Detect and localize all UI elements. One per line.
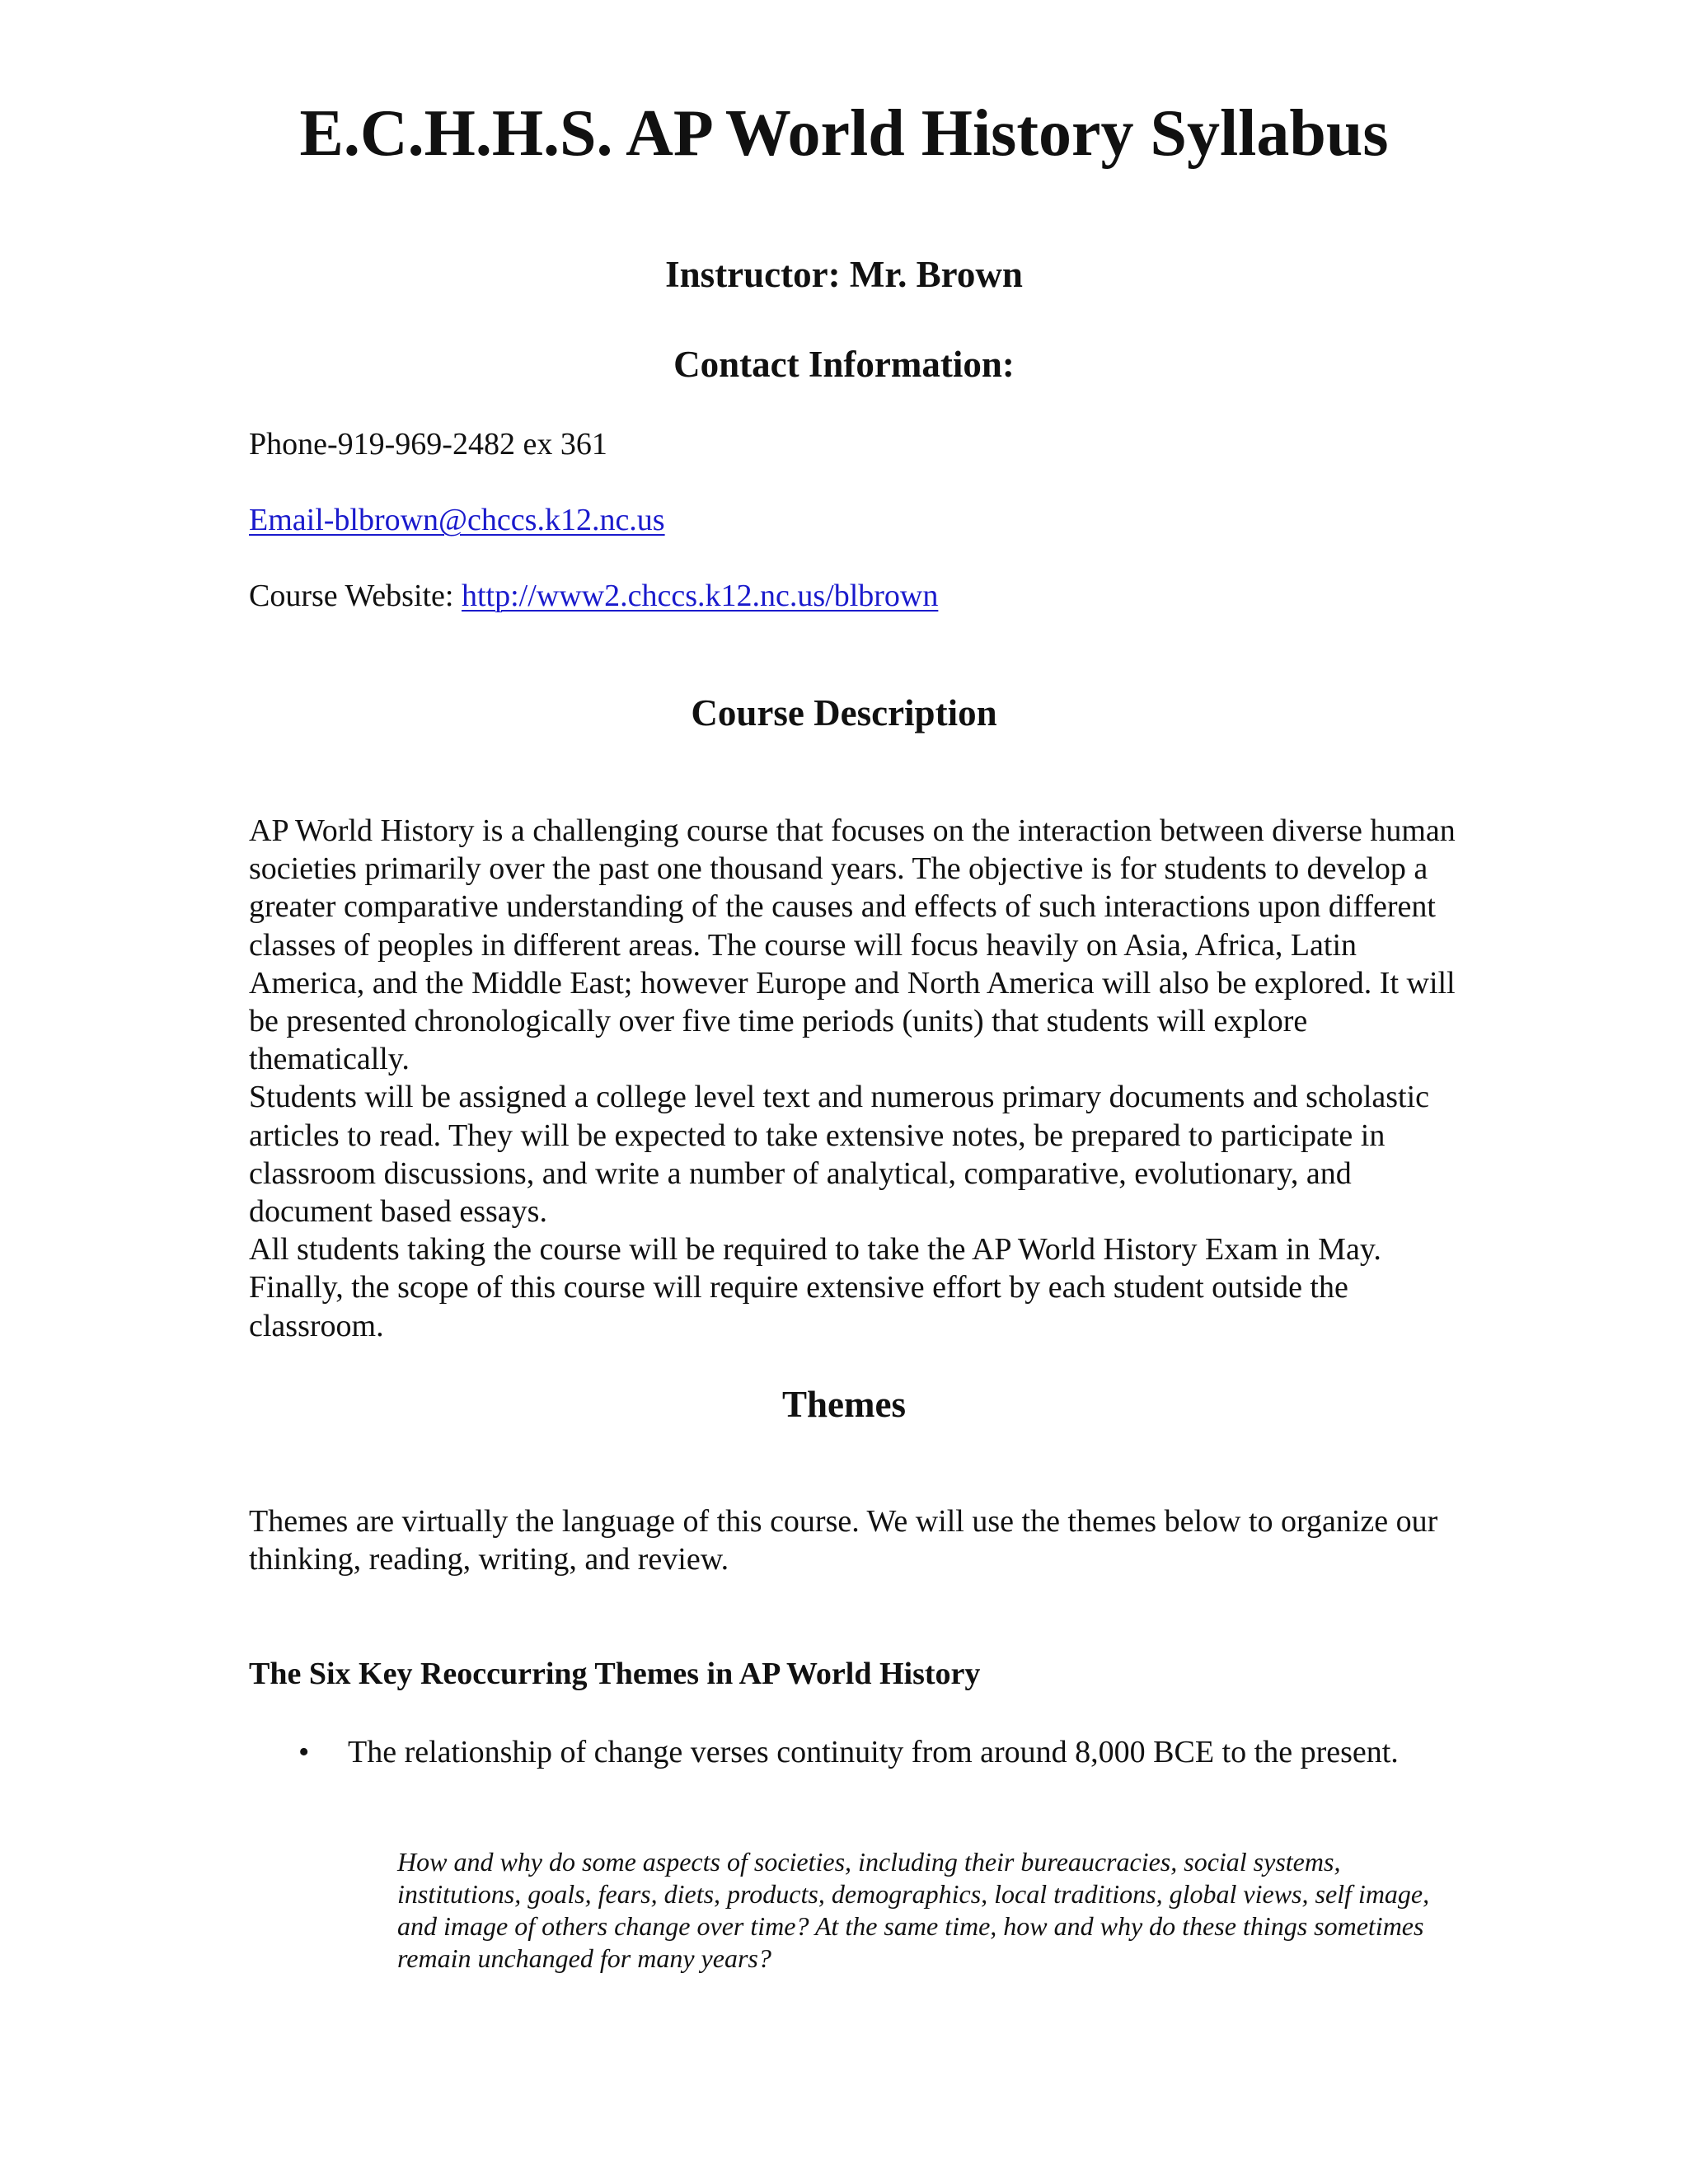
themes-subheading: The Six Key Reoccurring Themes in AP World History bbox=[249, 1657, 981, 1691]
website-label: Course Website: bbox=[249, 579, 462, 613]
themes-intro-text: Themes are virtually the language of this course. We will use the themes below to organize our thinking, reading, writing, and review. bbox=[249, 1504, 1438, 1577]
contact-heading: Contact Information: bbox=[673, 344, 1015, 385]
course-description-body bbox=[249, 812, 1461, 1345]
themes-heading: Themes bbox=[782, 1384, 906, 1425]
phone-line: Phone-919-969-2482 ex 361 bbox=[249, 427, 607, 462]
website-link[interactable]: http://www2.chccs.k12.nc.us/blbrown bbox=[461, 579, 939, 613]
website-line bbox=[249, 577, 938, 615]
course-description-heading: Course Description bbox=[691, 692, 997, 733]
instructor-heading: Instructor: Mr. Brown bbox=[665, 254, 1023, 295]
email-link[interactable]: Email-blbrown@chccs.k12.nc.us bbox=[249, 503, 665, 537]
theme-item-text: The relationship of change verses continuity from around 8,000 BCE to the present. bbox=[348, 1735, 1399, 1769]
bullet-icon: • bbox=[298, 1735, 310, 1769]
course-description-paragraph: Students will be assigned a college level text and numerous primary documents and scholastic articles to read. They will be expected to take extensive notes, be prepared to participate in classroom discussions, and write a number of analytical, comparative, evolutionary, and document based essays. bbox=[249, 1080, 1430, 1230]
course-description-paragraph: AP World History is a challenging course that focuses on the interaction between diverse human societies primarily over the past one thousand years. The objective is for students to develop a greater comparative understanding of the causes and effects of such interactions upon different classes of peoples in different areas. The course will focus heavily on Asia, Africa, Latin America, and the Middle East; however Europe and North America will also be explored. It will be presented chronologically over five time periods (units) that students will explore thematically. bbox=[249, 813, 1456, 1077]
theme-item-detail: How and why do some aspects of societies, including their bureaucracies, social systems, institutions, goals, fears, diets, products, demographics, local traditions, global views, self image, and image of others change over time? At the same time, how and why do these things sometimes remain unchanged for many years? bbox=[397, 1847, 1430, 1973]
page-title: E.C.H.H.S. AP World History Syllabus bbox=[299, 97, 1389, 170]
themes-intro bbox=[249, 1502, 1461, 1578]
email-line bbox=[249, 501, 665, 539]
course-description-paragraph: All students taking the course will be required to take the AP World History Exam in May. Finally, the scope of this course will require extensive effort by each student outside the classroom. bbox=[249, 1232, 1381, 1343]
